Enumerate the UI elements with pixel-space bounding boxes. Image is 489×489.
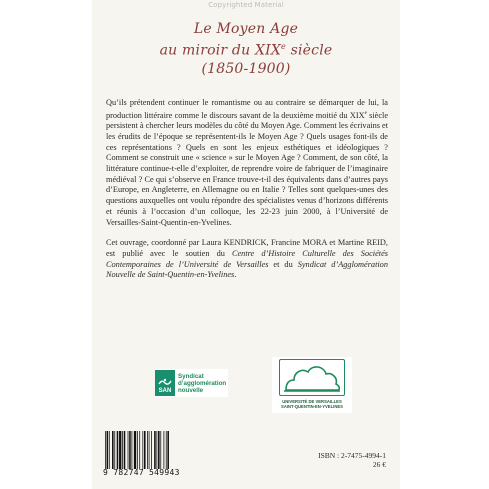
book-title (92, 20, 400, 78)
title-line-2-end: siècle (285, 42, 333, 59)
university-label-line1: UNIVERSITÉ DE VERSAILLES (282, 399, 342, 404)
san-badge-text: SAN (158, 388, 172, 394)
san-label (178, 373, 226, 394)
title-line-2 (92, 38, 400, 60)
isbn: ISBN : 2-7475-4994-1 (318, 451, 386, 460)
barcode (103, 431, 191, 481)
p2-part2: et du (268, 259, 298, 269)
title-line-2-main: au miroir du XIX (159, 42, 282, 59)
price: 26 € (372, 460, 386, 469)
university-logo (272, 357, 352, 413)
san-logo (155, 369, 228, 397)
p2-part3: . (234, 270, 237, 280)
university-emblem (279, 359, 345, 396)
san-badge (155, 370, 175, 396)
p1-sup: e (364, 110, 367, 116)
copyright-watermark: Copyrighted Material (208, 1, 284, 9)
p2-italic1: Centre d’Histoire Culturelle des Sociétés Contemporaines de l’Université de Versailles (106, 248, 388, 269)
blurb-paragraph-1 (106, 98, 388, 228)
title-line-3: (1850-1900) (201, 60, 291, 77)
san-label-line2: d’agglomération (178, 379, 227, 387)
wave-icon (158, 378, 172, 386)
university-label-line2: SAINT-QUENTIN-EN-YVELINES (281, 404, 343, 409)
tree-icon (280, 360, 344, 395)
p1-part2: siècle persistent à chercher leurs modèles du côté du Moyen Age. Comment les écrivains et les érudits de l’époque se représentent-ils le Moyen Age ? Quels usages font-ils de ces représentations ? Quels en sont les enjeux esthétiques et idéologiques ? Comment se construit une « science » sur le Moyen Age ? Comment, de son côté, la littérature continue-t-elle d’exploiter, de reprendre voire de fabriquer de l’imaginaire médiéval ? Ce qui s’observe en France trouve-t-il des équivalents dans d’autres pays d’Europe, en Angleterre, en Allemagne ou en Italie ? Telles sont quelques-unes des questions auxquelles ont voulu répondre des spécialistes venus d’horizons différents et réunis à l’occasion d’un colloque, les 22-23 juin 2000, à l’Université de Versailles-Saint-Quentin-en-Yvelines. (106, 110, 389, 227)
back-cover (92, 0, 400, 489)
barcode-digits: 9 782747 549943 (103, 468, 180, 477)
barcode-bars (103, 431, 189, 469)
title-line-2-sup: e (281, 42, 286, 51)
p2-italic2: Syndicat d’Agglomération Nouvelle de Saint-Quentin-en-Yvelines (106, 259, 388, 280)
p2-part1: Cet ouvrage, coordonné par Laura KENDRICK, Francine MORA et Martine REID, est publié avec le soutien du (106, 238, 388, 258)
blurb-paragraph-2 (106, 238, 388, 281)
san-label-line1: Syndicat (178, 372, 204, 380)
university-label (272, 399, 352, 409)
p1-part1: Qu’ils prétendent continuer le romantisme ou au contraire se démarquer de lui, la production littéraire comme le discours savant de la deuxième moitié du XIX (106, 98, 388, 120)
isbn-block (318, 451, 386, 469)
san-label-line3: nouvelle (178, 386, 204, 394)
title-line-1: Le Moyen Age (193, 21, 299, 37)
blurb (106, 98, 388, 281)
